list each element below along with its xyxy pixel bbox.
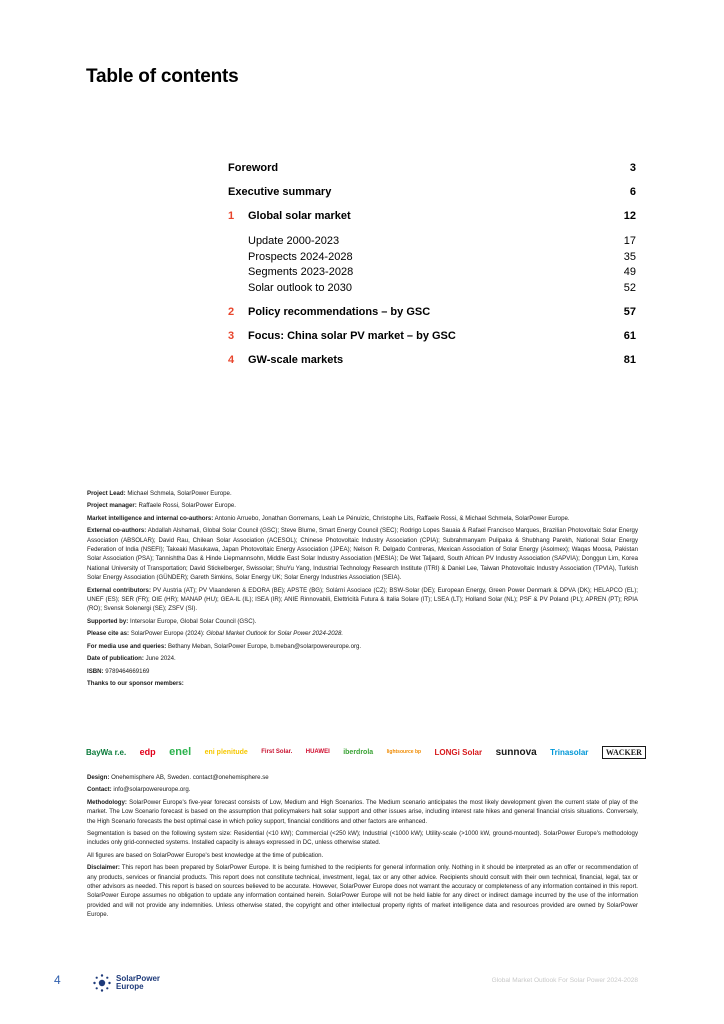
credit-methodology: Methodology: SolarPower Europe's five-year forecast consists of Low, Medium and High Scenarios. The Medium scenario anticipates the most likely development given the current state of play of the market. The Low Scenario forecast is based on the assumption that policymakers halt solar support and other issues arise, including interest rate hikes and general financial crisis situations. Conversely, the High Scenario forecasts the best optimal case in which policy support, financial conditions and other factors are enhanced. — [87, 798, 638, 825]
credit-external-contributors: External contributors: PV Austria (AT); PV Vlaanderen & EDORA (BE); APSTE (BG); Solární Asociace (CZ); BSW-Solar (DE); European Energy, Green Power Denmark & DPVA (DK); HELAPCO (EL); UNEF (ES); SER (FR); OIE (HR); MANAP (HU); GEA-IL (IL); ISEA (IR); ANIE Rinnovabili, Elettricità Futura & Italia Solare (IT); LSEA (LT); Holland Solar (NL); PSF & PV Poland (PL); APREN (PT); RPIA (RO); Svensk Solenergi (SE); ZSFV (SI). — [87, 586, 639, 613]
toc-entry-page: 6 — [629, 186, 636, 198]
credit-date: Date of publication: June 2024. — [87, 655, 176, 663]
toc-entry[interactable] — [228, 354, 636, 366]
sponsor-logo: eni plenitude — [204, 748, 248, 756]
credit-contact: Contact: info@solarpowereurope.org. — [87, 786, 191, 794]
toc-entry-label: Global solar market — [248, 210, 351, 222]
sponsor-logo: BayWa r.e. — [86, 747, 127, 757]
credits-block — [87, 489, 638, 691]
credit-external-coauthors: External co-authors: Abdallah Alshamali, Global Solar Council (GSC); Steve Blume, Smart Energy Council (SEC); Rodrigo Lopes Sauaia & Rafael Francisco Marques, Brazilian Photovoltaic Solar Energy Association (ABSOLAR); David Rau, Chilean Solar Association (ACESOL); Chinese Photovoltaic Industry Association (CPIA); Subrahmanyam Pulipaka & Shubhang Parekh, National Solar Energy Federation of India (NSEFI); Takeaki Masukawa, Japan Photovoltaic Energy Association (JPEA); Nelson R. Delgado Contreras, Mexican Association of Solar Energy (Asolmex); Waqas Moosa, Pakistan Solar Association (PSA); Tannishtha Das & Hinde Liepmannsohn, Middle East Solar Industry Association (MESIA); De Wet Taljaard, South African PV Industry Association (SAPVIA); Donggun Lim, Korea National University of Transportation; David Stickelberger, Swissolar; ShuYu Yang, Industrial Technology Research Institute (ITRI) & Daniel Lee, Taiwan Photovoltaic Industry Association (TPVIA), Turkish Solar Energy Association (GÜNDER); Gareth Simkins, Solar Energy UK; Solar Energy Industries Association (SEIA). — [87, 527, 638, 582]
page-number: 4 — [54, 973, 61, 987]
sun-icon — [92, 973, 112, 993]
sponsor-logo: iberdrola — [343, 748, 374, 756]
toc-entry[interactable] — [228, 282, 636, 294]
credit-disclaimer: Disclaimer: This report has been prepared by SolarPower Europe. It is being furnished to the recipients for general information only. Nothing in it should be interpreted as an offer or recommendation of any products, services or financial products. This report does not constitute technical, investment, legal, tax or any other advice. Recipients should consult with their own technical, financial, legal, tax or other advisors as needed. This report is based on sources believed to be accurate. However, SolarPower Europe does not warrant the accuracy or completeness of any information contained in this report. SolarPower Europe assumes no obligation to update any information contained herein. SolarPower Europe will not be held liable for any direct or indirect damage incurred by the use of the information provided and will not provide any indemnities. Unless otherwise stated, the copyright and other intellectual property rights of market intelligence data and resources provided are owned by SolarPower Europe. — [87, 864, 638, 919]
toc-entry[interactable] — [228, 186, 636, 198]
credit-segmentation: Segmentation is based on the following system size: Residential (<10 kW); Commercial (<250 kW); Industrial (<1000 kW); Utility-scale (>1000 kW, ground-mounted). SolarPower Europe's methodology includes only grid-connected systems. Installed capacity is always expressed in DC, unless otherwise stated. — [87, 830, 638, 847]
sponsor-logo: lightsource bp — [386, 749, 422, 755]
toc-entry[interactable] — [228, 266, 636, 278]
toc-entry[interactable] — [228, 306, 636, 318]
credits-block-2 — [87, 773, 638, 923]
credit-project-lead: Project Lead: Michael Schmela, SolarPower Europe. — [87, 490, 232, 497]
sponsor-logo: edp — [139, 747, 156, 757]
toc-entry-page: 57 — [623, 306, 636, 318]
sponsor-logo: WACKER — [602, 746, 646, 759]
toc-entry-label: Foreword — [228, 162, 279, 174]
toc-entry-label: Solar outlook to 2030 — [248, 282, 352, 294]
toc-entry-page: 61 — [623, 330, 636, 342]
credit-sponsors-label: Thanks to our sponsor members: — [87, 679, 184, 687]
toc-entry-number: 2 — [228, 306, 235, 318]
toc-entry[interactable] — [228, 251, 636, 263]
credit-project-manager: Project manager: Raffaele Rossi, SolarPower Europe. — [87, 502, 236, 510]
sponsor-logo: sunnova — [495, 746, 537, 758]
toc-entry-page: 3 — [629, 162, 636, 174]
toc-entry-page: 52 — [623, 282, 636, 294]
solarpower-europe-logo — [92, 973, 160, 993]
credit-figures: All figures are based on SolarPower Europe's best knowledge at the time of publication. — [87, 851, 324, 859]
toc-entry-label: Segments 2023-2028 — [248, 266, 354, 278]
toc-entry-page: 49 — [623, 266, 636, 278]
sponsor-logo: enel — [169, 746, 192, 758]
credit-supported-by: Supported by: Intersolar Europe, Global Solar Council (GSC). — [87, 617, 257, 625]
toc-entry-number: 1 — [228, 210, 235, 222]
toc-entry-number: 4 — [228, 354, 235, 366]
sponsor-logo: HUAWEI — [305, 749, 330, 755]
page-title: Table of contents — [86, 66, 239, 87]
credit-cite-as: Please cite as: SolarPower Europe (2024): Global Market Outlook for Solar Power 2024-2028. — [87, 630, 344, 638]
toc-entry[interactable] — [228, 330, 636, 342]
credit-isbn: ISBN: 9789464669169 — [87, 667, 150, 675]
brand-line-2: Europe — [116, 982, 144, 991]
document-title: Global Market Outlook For Solar Power 2024-2028 — [491, 977, 638, 984]
toc-entry[interactable] — [228, 210, 636, 222]
toc-entry-number: 3 — [228, 330, 235, 342]
toc-entry-page: 12 — [623, 210, 636, 222]
toc-entry-label: Update 2000-2023 — [248, 235, 340, 247]
toc-entry-page: 81 — [623, 354, 636, 366]
toc-entry-page: 17 — [623, 235, 636, 247]
sponsor-logo: First Solar. — [261, 749, 293, 755]
toc-entry[interactable] — [228, 235, 636, 247]
toc-entry-label: Executive summary — [228, 186, 332, 198]
credit-media: For media use and queries: Bethany Meban, SolarPower Europe, b.meban@solarpowereurope.org. — [87, 642, 362, 650]
credit-design: Design: Onehemisphere AB, Sweden. contact@onehemisphere.se — [87, 774, 269, 781]
sponsor-logos — [86, 739, 646, 765]
toc-entry[interactable] — [228, 162, 636, 174]
credit-market-intelligence: Market intelligence and internal co-authors: Antonio Arruebo, Jonathan Gorremans, Leah Le Pénuizic, Christophe Lits, Raffaele Rossi, & Michael Schmela, SolarPower Europe. — [87, 514, 570, 522]
toc-entry-label: Focus: China solar PV market – by GSC — [248, 330, 456, 342]
toc-entry-label: GW-scale markets — [248, 354, 344, 366]
sponsor-logo: LONGi Solar — [434, 747, 483, 757]
brand-line-1: SolarPower — [116, 973, 161, 983]
toc-entry-label: Prospects 2024-2028 — [248, 251, 353, 263]
sponsor-logo: Trinasolar — [550, 747, 589, 757]
toc-entry-label: Policy recommendations – by GSC — [248, 306, 431, 318]
toc-entry-page: 35 — [623, 251, 636, 263]
